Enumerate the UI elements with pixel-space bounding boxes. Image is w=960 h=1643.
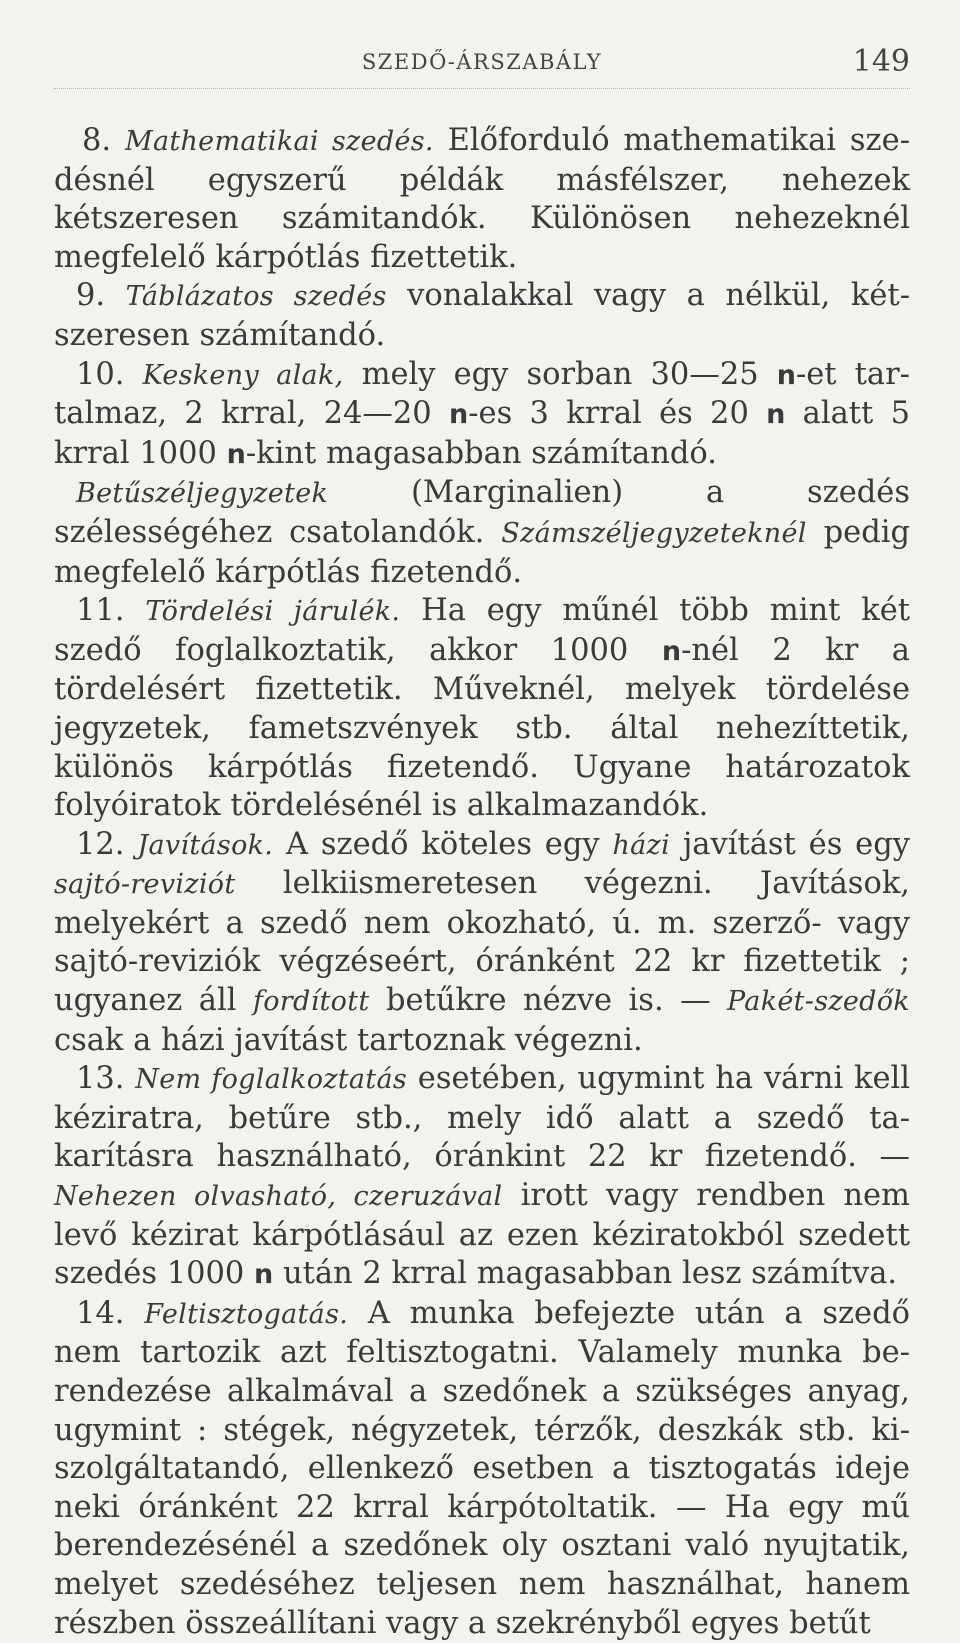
page-header [54,0,910,92]
paragraph-text: -et tartalmaz, 2 krral, 24—20 [54,356,910,432]
paragraph-11 [54,592,910,826]
paragraph-subtitle: Számszéljegyzeteknél [501,517,807,549]
unit-n: n [776,359,796,391]
header-rule [54,88,910,89]
unit-n: n [661,635,682,667]
paragraph-text: lelkiismeretesen végezni. Javítások, melyekért a szedő nem okozható, ú. m. szerző- vagy sajtó-reviziók végzéseért, óránként 22 kr fizettetik ; ugyanez áll [54,866,910,1019]
paragraph-number: 11. [76,593,125,629]
emphasis: sajtó-reviziót [54,869,236,901]
paragraph-number: 14. [76,1295,125,1331]
paragraph-text: javítást és egy [670,826,910,862]
paragraph-text: (Marginalien) a szedés szélességéhez csatolandók. [54,475,910,550]
paragraph-text: -nél 2 kr a tördelésért fizettetik. Műveknél, melyek tördelése jegyzetek, fametszvények stb. által nehezíttetik, különös kárpótlás fizetendő. Ugyane határozatok folyóiratok tördelésénél is alkalmazandók. [54,632,910,824]
unit-n: n [254,1259,274,1291]
emphasis: házi [612,829,670,861]
paragraph-text: vonalakkal vagy a nélkül, kétszeresen számítandó. [54,278,910,353]
paragraph-text: alatt 5 krral 1000 [54,396,910,471]
emphasis: Pakét-szedők [727,986,910,1018]
paragraph-title: Keskeny alak, [142,359,344,391]
emphasis: Nehezen olvasható, czeruzával [54,1181,503,1213]
paragraph-title: Betűszéljegyzetek [76,478,329,510]
paragraph-text: betűkre nézve is. — [369,983,728,1019]
emphasis: fordított [252,986,370,1018]
paragraph-title: Javítások. [137,829,274,861]
paragraph-number: 13. [76,1061,125,1097]
unit-n: n [226,438,246,470]
paragraph-title: Táblázatos szedés [125,281,387,313]
paragraph-number: 9. [76,278,106,314]
paragraph-text: A munka befejezte után a szedő nem tartozik azt feltisztogatni. Valamely munka berendezése alkalmával a szedőnek a szükséges anyag, ugymint : stégek, négyzetek, térzők, deszkák stb. kiszolgáltatandó, ellenkező esetben a tisztogatás ideje neki óránként 22 krral kárpótoltatik. — Ha egy mű berendezésénél a szedőnek oly osztani való nyujtatik, melyet szedéséhez teljesen nem használhat, hanem részben összeállítani vagy a szekrényből egyes betűt [54,1295,910,1641]
unit-n: n [766,399,786,431]
paragraph-text: esetében, ugymint ha várni kell kéziratra, betűre stb., mely idő alatt a szedő takarításra használható, óránkint 22 kr fizetendő. — [54,1061,911,1175]
paragraph-10 [54,356,910,475]
paragraph-text: A szedő köteles egy [273,826,613,862]
paragraph-14 [54,1295,910,1643]
body-text [54,92,910,1643]
paragraph-8 [54,122,910,277]
paragraph-number: 12. [76,826,125,862]
paragraph-text: mely egy sorban 30—25 [343,356,777,392]
unit-n: n [449,399,469,431]
paragraph-title: Feltisztogatás. [144,1298,349,1330]
paragraph-number: 10. [76,356,125,392]
paragraph-text: -es 3 krral és 20 [468,396,767,432]
paragraph-12 [54,826,910,1061]
paragraph-number: 8. [82,123,112,158]
paragraph-13 [54,1060,910,1295]
paragraph-text: pedig megfelelő kárpótlás fizetendő. [54,514,910,590]
page-number: 149 [852,44,910,79]
paragraph-text: csak a házi javítást tartoznak végezni. [54,1022,643,1058]
paragraph-title: Nem foglalkoztatás [135,1064,408,1096]
paragraph-text: után 2 krral magasabban lesz számítva. [273,1256,898,1292]
paragraph-title: Mathematikai szedés. [125,126,434,157]
paragraph-marginalia [54,474,910,592]
running-title: SZEDŐ-ÁRSZABÁLY [361,50,603,74]
paragraph-9 [54,277,910,355]
paragraph-text: Ha egy műnél több mint két szedő foglalkoztatik, akkor 1000 [54,593,910,668]
paragraph-text: irott vagy rendben nem levő kézirat kárpótlásául az ezen kéziratokból szedett szedés 1000 [54,1178,910,1292]
paragraph-text: -kint magasabban számítandó. [245,435,717,471]
paragraph-title: Tördelési járulék. [145,596,401,628]
paragraph-text: Előforduló mathematikai szedésnél egyszerű példák másfélszer, nehezek kétszeresen számitandók. Különösen nehezeknél megfelelő kárpótlás fizettetik. [54,123,910,275]
